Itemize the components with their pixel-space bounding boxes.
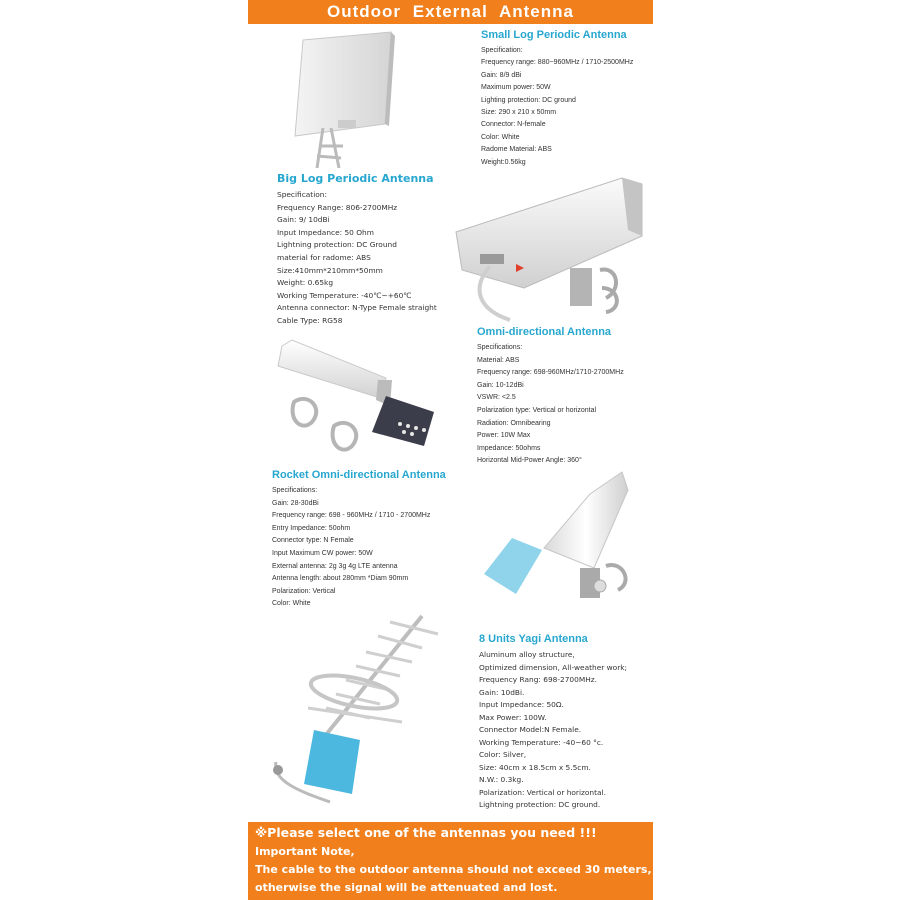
big-log-spec-line: material for radome: ABS bbox=[277, 252, 371, 262]
small-log-spec-line: Radome Material: ABS bbox=[481, 146, 552, 154]
small-log-spec-line: Size: 290 x 210 x 50mm bbox=[481, 109, 557, 117]
small-log-spec-line: Color: White bbox=[481, 133, 520, 141]
rocket-spec bbox=[272, 469, 446, 611]
big-log-title: Big Log Periodic Antenna bbox=[277, 172, 434, 185]
yagi-spec-line: Gain: 10dBi. bbox=[479, 687, 525, 697]
big-log-spec-line: Size:410mm*210mm*50mm bbox=[277, 265, 383, 275]
yagi-spec-line: Frequency Rang: 698-2700MHz. bbox=[479, 675, 597, 684]
rocket-spec-line: Polarization: Vertical bbox=[272, 587, 336, 595]
rocket-spec-line: Gain: 28-30dBi bbox=[272, 499, 319, 507]
rocket-spec-line: External antenna: 2g 3g 4g LTE antenna bbox=[272, 562, 398, 570]
yagi-antenna-image bbox=[262, 612, 472, 808]
omni-title: Omni-directional Antenna bbox=[477, 326, 612, 338]
small-log-spec-line: Connector: N-female bbox=[481, 121, 546, 129]
small-log-spec-line: Lighting protection: DC ground bbox=[481, 96, 576, 104]
yagi-spec-line: Working Temperature: -40~60 °c. bbox=[479, 737, 604, 747]
big-log-spec-line: Antenna connector: N-Type Female straight bbox=[277, 303, 437, 313]
rocket-spec-line: Specifications: bbox=[272, 487, 318, 494]
omni-spec-line: VSWR: <2.5 bbox=[477, 394, 516, 402]
yagi-spec-line: Aluminum alloy structure, bbox=[479, 650, 575, 659]
rocket-antenna-image bbox=[472, 470, 652, 610]
omni-spec-line: Impedance: 50ohms bbox=[477, 444, 541, 452]
big-log-spec-line: Specification: bbox=[277, 190, 327, 199]
yagi-spec-line: Connector Model:N Female. bbox=[479, 725, 582, 734]
yagi-spec-line: Polarization: Vertical or horizontal. bbox=[479, 787, 606, 797]
small-log-spec bbox=[481, 29, 633, 169]
big-log-spec-line: Gain: 9/ 10dBi bbox=[277, 215, 330, 225]
yagi-spec-line: Input Impedance: 50Ω. bbox=[479, 700, 564, 709]
rocket-spec-line: Connector type: N Female bbox=[272, 537, 354, 545]
yagi-spec bbox=[479, 633, 627, 812]
omni-spec bbox=[477, 326, 624, 468]
big-log-spec bbox=[277, 172, 437, 328]
yagi-spec-line: Size: 40cm x 18.5cm x 5.5cm. bbox=[479, 762, 591, 772]
omni-antenna-image bbox=[268, 336, 448, 466]
footer-important-label: Important Note, bbox=[255, 845, 355, 858]
small-log-spec-line: Weight:0.56kg bbox=[481, 158, 526, 166]
small-log-title: Small Log Periodic Antenna bbox=[481, 29, 627, 41]
small-log-antenna-image bbox=[283, 28, 395, 168]
rocket-spec-line: Antenna length: about 280mm *Diam 90mm bbox=[272, 575, 409, 583]
omni-spec-line: Specifications: bbox=[477, 344, 523, 351]
yagi-spec-line: Lightning protection: DC ground. bbox=[479, 800, 601, 809]
rocket-title: Rocket Omni-directional Antenna bbox=[272, 469, 446, 481]
yagi-spec-line: Optimized dimension, All-weather work; bbox=[479, 662, 628, 672]
footer-note bbox=[248, 822, 653, 900]
omni-spec-line: Radiation: Omnibearing bbox=[477, 419, 551, 427]
small-log-spec-line: Maximum power: 50W bbox=[481, 84, 551, 92]
footer-signal-note: otherwise the signal will be attenuated and lost. bbox=[255, 881, 558, 894]
omni-spec-line: Power: 10W Max bbox=[477, 432, 531, 440]
small-log-spec-line: Specification: bbox=[481, 47, 523, 54]
omni-spec-line: Gain: 10-12dBi bbox=[477, 381, 524, 389]
rocket-spec-line: Entry Impedance: 50ohm bbox=[272, 524, 351, 532]
small-log-spec-line: Frequency range: 880~960MHz / 1710-2500MHz bbox=[481, 59, 634, 67]
footer-select-line: ※Please select one of the antennas you need !!! bbox=[255, 825, 597, 840]
rocket-spec-line: Input Maximum CW power: 50W bbox=[272, 549, 373, 557]
yagi-spec-line: N.W.: 0.3kg. bbox=[479, 775, 524, 784]
omni-spec-line: Horizontal Mid-Power Angle: 360° bbox=[477, 457, 582, 465]
rocket-spec-line: Frequency range: 698 - 960MHz / 1710 - 2700MHz bbox=[272, 512, 431, 520]
omni-spec-line: Polarization type: Vertical or horizontal bbox=[477, 406, 597, 414]
omni-spec-line: Frequency range: 698-960MHz/1710-2700MHz bbox=[477, 369, 624, 377]
big-log-spec-line: Frequency Range: 806-2700MHz bbox=[277, 202, 398, 212]
big-log-spec-line: Lightning protection: DC Ground bbox=[277, 240, 397, 250]
big-log-spec-line: Input Impedance: 50 Ohm bbox=[277, 227, 374, 237]
small-log-spec-line: Gain: 8/9 dBi bbox=[481, 71, 522, 79]
footer-cable-note: The cable to the outdoor antenna should not exceed 30 meters, bbox=[255, 863, 652, 876]
omni-spec-line: Material: ABS bbox=[477, 356, 520, 364]
page-banner: Outdoor External Antenna bbox=[248, 0, 653, 24]
big-log-spec-line: Working Temperature: -40℃~+60℃ bbox=[277, 290, 412, 300]
yagi-spec-line: Max Power: 100W. bbox=[479, 712, 547, 722]
big-log-spec-line: Weight: 0.65kg bbox=[277, 278, 334, 288]
yagi-title: 8 Units Yagi Antenna bbox=[479, 633, 588, 645]
yagi-spec-line: Color: Silver, bbox=[479, 750, 527, 759]
big-log-spec-line: Cable Type: RG58 bbox=[277, 315, 343, 325]
rocket-spec-line: Color: White bbox=[272, 600, 311, 608]
big-log-antenna-image bbox=[450, 170, 650, 330]
